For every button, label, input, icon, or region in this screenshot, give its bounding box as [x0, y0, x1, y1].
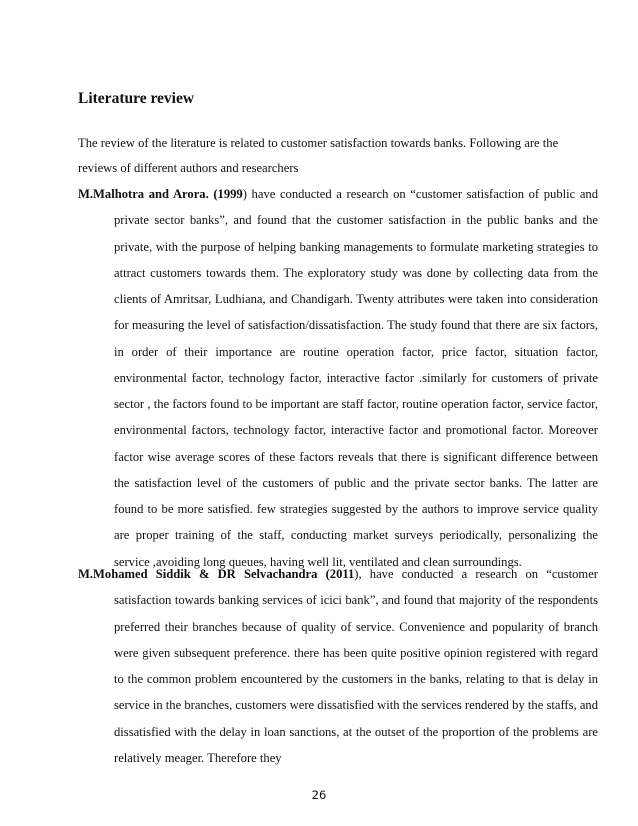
review-author-label-suffix: ): [354, 567, 359, 581]
page-number: 26: [311, 788, 327, 802]
review-text: have conducted a research on “customer satisfaction of public and private sector banks”, and found that the customer satisfaction in the public banks and the private, with the purpose of helping banking managements to formulate marketing strategies to attract customers towards them. The exploratory study was done by collecting data from the clients of Amritsar, Ludhiana, and Chandigarh. Twenty attributes were taken into consideration for measuring the level of satisfaction/dissatisfaction. The study found that there are six factors, in order of their importance are routine operation factor, price factor, situation factor, environmental factor, technology factor, interactive factor .similarly for customers of private sector , the factors found to be important are staff factor, routine operation factor, service factor, environmental factors, technology factor, interactive factor and promotional factor. Moreover factor wise average scores of these factors reveals that there is significant difference between the satisfaction level of the customers of public and the private sector banks. The latter are found to be more satisfied. few strategies suggested by the authors to improve service quality are proper training of the staff, conducting market surveys periodically, personalizing the service ,avoiding long queues, having well lit, ventilated and clean surroundings.: [114, 187, 598, 569]
review-author-label: M.Mohamed Siddik & DR Selvachandra (2011: [78, 567, 355, 581]
review-author-label-suffix: ): [242, 187, 247, 201]
review-siddik-selvachandra: [78, 561, 598, 771]
review-text: , have conducted a research on “customer satisfaction towards banking services of icici bank”, and found that majority of the respondents preferred their branches because of quality of service. Convenience and popularity of branch were given subsequent preference. there has been quite positive opinion registered with regard to the common problem encountered by the customers in the banks, relating to that is delay in service in the branches, customers were dissatisfied with the services rendered by the staffs, and dissatisfied with the delay in loan sanctions, at the outset of the proportion of the problems are relatively meager. Therefore they: [114, 567, 598, 765]
section-heading: Literature review: [78, 90, 195, 107]
intro-paragraph: The review of the literature is related to customer satisfaction towards banks. Following are the reviews of different authors and researchers: [78, 136, 559, 175]
review-author-label: M.Malhotra and Arora. (1999: [78, 187, 243, 201]
review-malhotra-arora: [78, 181, 598, 575]
